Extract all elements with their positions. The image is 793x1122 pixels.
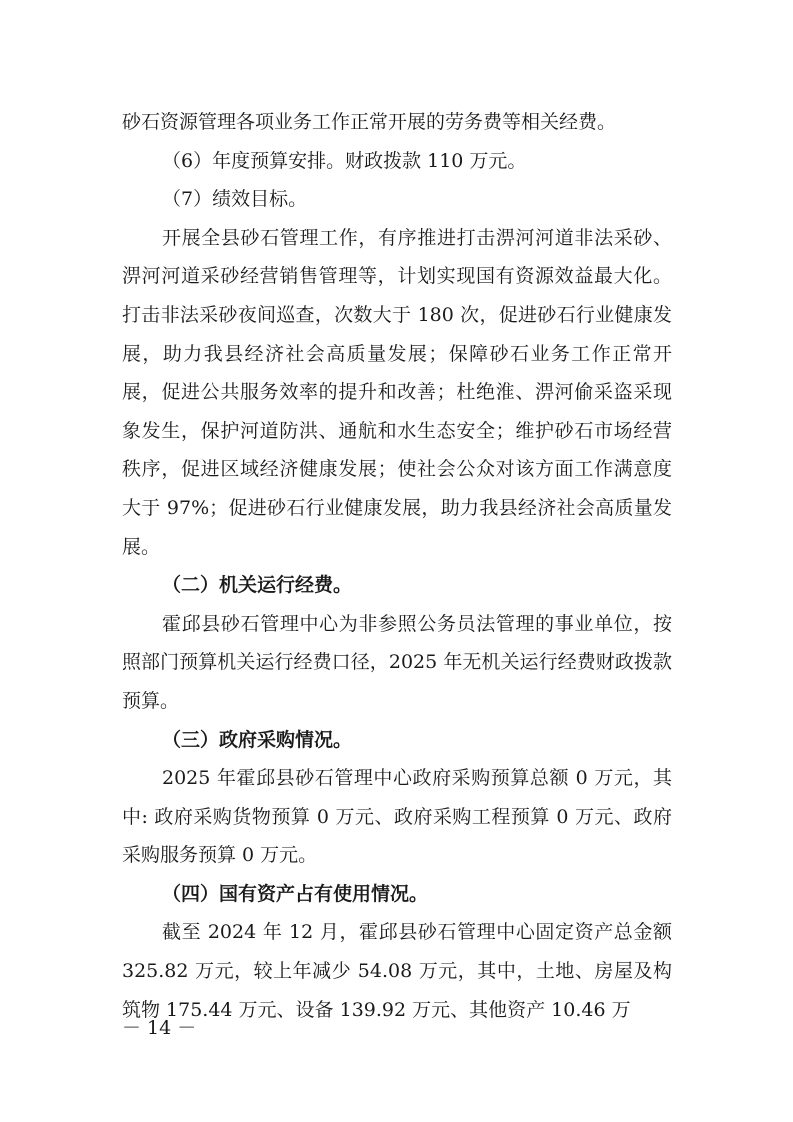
paragraph-3: （7）绩效目标。 bbox=[162, 188, 308, 211]
section-heading-4: （四）国有资产占有使用情况。 bbox=[162, 882, 429, 905]
section-heading-2: （二）机关运行经费。 bbox=[162, 574, 353, 597]
paragraph-10: 截至 2024 年 12 月，霍邱县砂石管理中心固定资产总金额 325.82 万元，较上年减少 54.08 万元，其中，土地、房屋及构筑物 175.44 万元、设备 139.92 万元、其他资产 10.46 万 bbox=[122, 921, 672, 1021]
paragraph-2: （6）年度预算安排。财政拨款 110 万元。 bbox=[162, 149, 527, 172]
paragraph-4: 开展全县砂石管理工作，有序推进打击淠河河道非法采砂、淠河河道采砂经营销售管理等，计划实现国有资源效益最大化。打击非法采砂夜间巡查，次数大于 180 次，促进砂石行业健康发展，助力我县经济社会高质量发展；保障砂石业务工作正常开展，促进公共服务效率的提升和改善；杜绝淮、淠河偷采盗采现象发生，保护河道防洪、通航和水生态安全；维护砂石市场经营秩序，促进区域经济健康发展；使社会公众对该方面工作满意度大于 97%；促进砂石行业健康发展，助力我县经济社会高质量发展。 bbox=[122, 226, 672, 558]
document-body bbox=[122, 103, 672, 1029]
paragraph-8: 2025 年霍邱县砂石管理中心政府采购预算总额 0 万元，其中: 政府采购货物预算 0 万元、政府采购工程预算 0 万元、政府采购服务预算 0 万元。 bbox=[122, 767, 672, 867]
paragraph-1: 砂石资源管理各项业务工作正常开展的劳务费等相关经费。 bbox=[122, 111, 617, 133]
paragraph-6: 霍邱县砂石管理中心为非参照公务员法管理的事业单位，按照部门预算机关运行经费口径，2025 年无机关运行经费财政拨款预算。 bbox=[122, 612, 672, 712]
section-heading-3: （三）政府采购情况。 bbox=[162, 728, 353, 751]
page-number: － 14 － bbox=[122, 1017, 197, 1039]
